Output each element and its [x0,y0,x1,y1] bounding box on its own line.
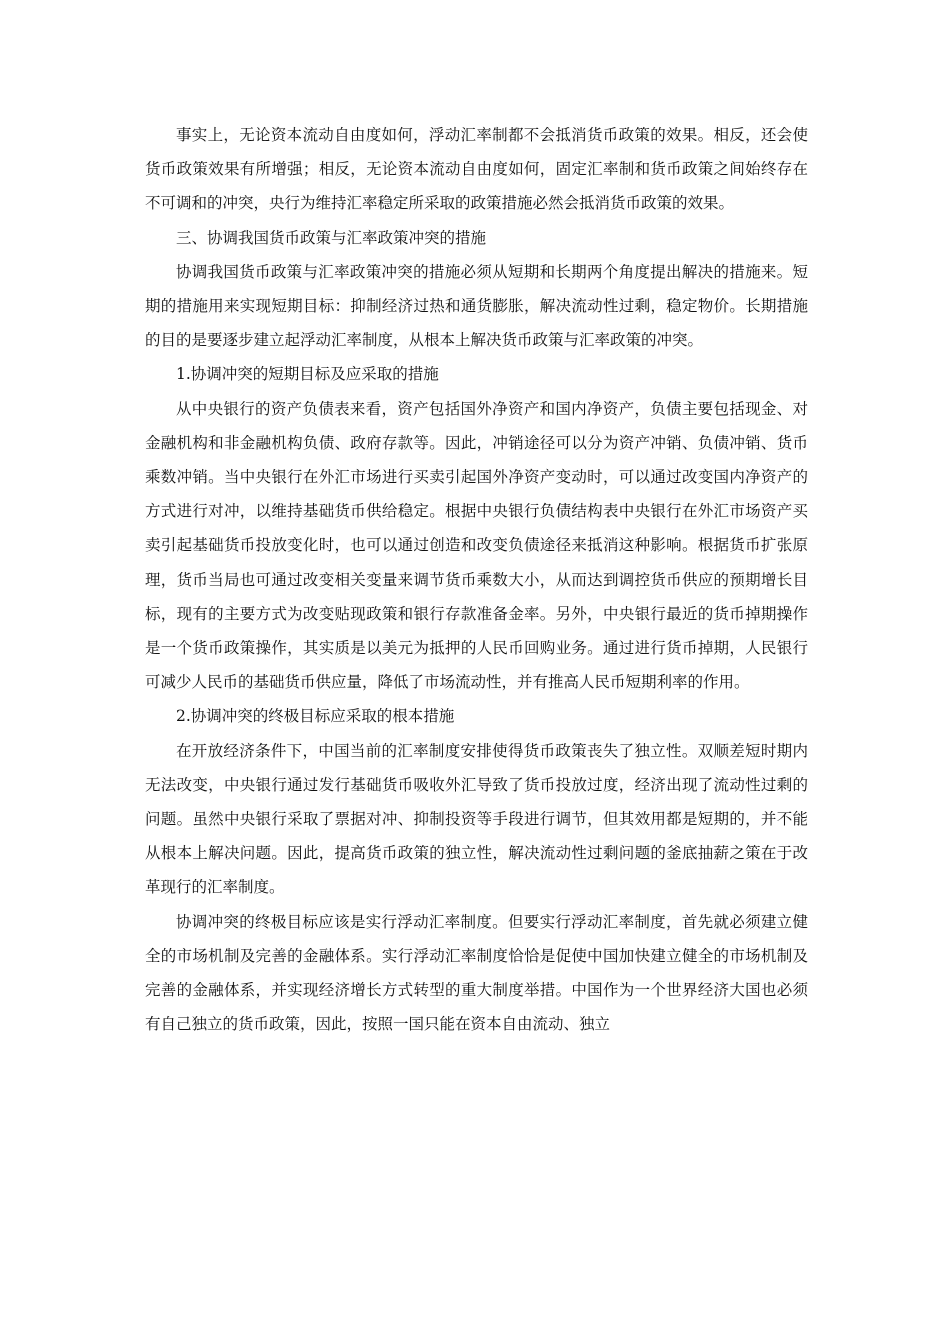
document-page [145,118,808,1041]
section-heading-coordination-measures: 三、协调我国货币政策与汇率政策冲突的措施 [176,228,487,247]
paragraph-coordination-overview: 协调我国货币政策与汇率政策冲突的措施必须从短期和长期两个角度提出解决的措施来。短期的措施用来实现短期目标：抑制经济过热和通货膨胀，解决流动性过剩，稳定物价。长期措施的目的是要逐步建立起浮动汇率制度，从根本上解决货币政策与汇率政策的冲突。 [145,262,808,350]
subheading-fundamental-measures: 2.协调冲突的终极目标应采取的根本措施 [176,707,455,726]
paragraph-open-economy-independence: 在开放经济条件下，中国当前的汇率制度安排使得货币政策丧失了独立性。双顺差短时期内无法改变，中央银行通过发行基础货币吸收外汇导致了货币投放过度，经济出现了流动性过剩的问题。虽然中央银行采取了票据对冲、抑制投资等手段进行调节，但其效用都是短期的，并不能从根本上解决问题。因此，提高货币政策的独立性，解决流动性过剩问题的釜底抽薪之策在于改革现行的汇率制度。 [145,741,808,897]
paragraph-exchange-rate-effect: 事实上，无论资本流动自由度如何，浮动汇率制都不会抵消货币政策的效果。相反，还会使货币政策效果有所增强；相反，无论资本流动自由度如何，固定汇率制和货币政策之间始终存在不可调和的冲突，央行为维持汇率稳定所采取的政策措施必然会抵消货币政策的效果。 [145,126,808,213]
subheading-short-term-measures: 1.协调冲突的短期目标及应采取的措施 [176,365,439,384]
paragraph-floating-exchange-rate: 协调冲突的终极目标应该是实行浮动汇率制度。但要实行浮动汇率制度，首先就必须建立健全的市场机制及完善的金融体系。实行浮动汇率制度恰恰是促使中国加快建立健全的市场机制及完善的金融体系，并实现经济增长方式转型的重大制度举措。中国作为一个世界经济大国也必须有自己独立的货币政策，因此，按照一国只能在资本自由流动、独立 [145,912,808,1034]
paragraph-central-bank-sterilization: 从中央银行的资产负债表来看，资产包括国外净资产和国内净资产，负债主要包括现金、对金融机构和非金融机构负债、政府存款等。因此，冲销途径可以分为资产冲销、负债冲销、货币乘数冲销。当中央银行在外汇市场进行买卖引起国外净资产变动时，可以通过改变国内净资产的方式进行对冲，以维持基础货币供给稳定。根据中央银行负债结构表中央银行在外汇市场资产买卖引起基础货币投放变化时，也可以通过创造和改变负债途径来抵消这种影响。根据货币扩张原理，货币当局也可通过改变相关变量来调节货币乘数大小，从而达到调控货币供应的预期增长目标，现有的主要方式为改变贴现政策和银行存款准备金率。另外，中央银行最近的货币掉期操作是一个货币政策操作，其实质是以美元为抵押的人民币回购业务。通过进行货币掉期，人民银行可减少人民币的基础货币供应量，降低了市场流动性，并有推高人民币短期利率的作用。 [145,399,808,692]
